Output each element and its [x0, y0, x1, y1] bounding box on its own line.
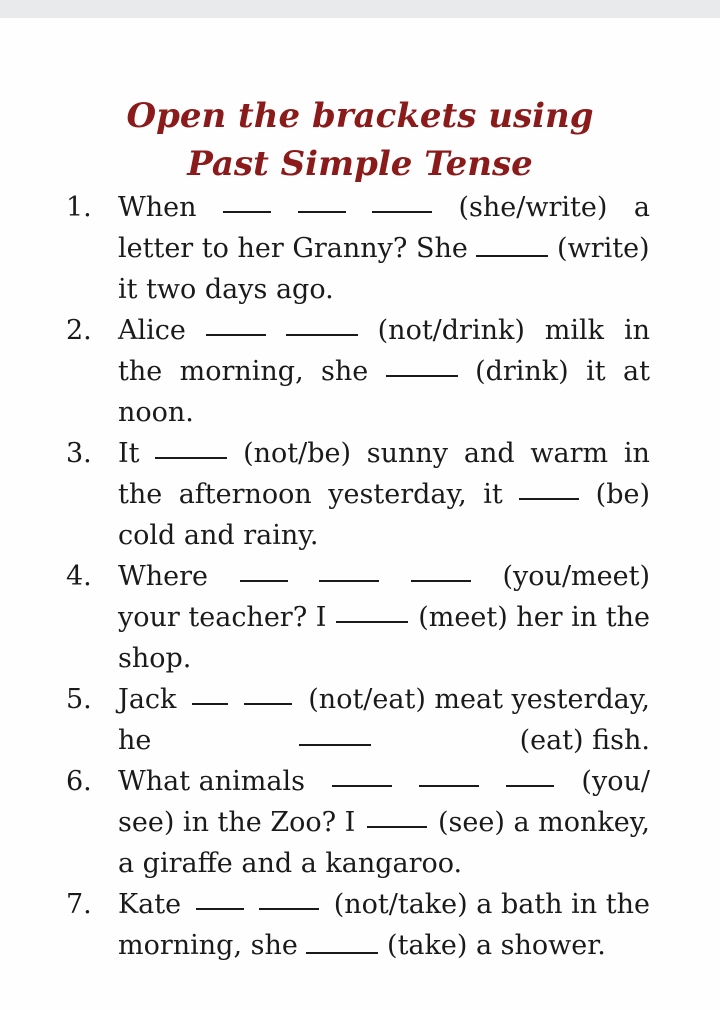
exercise-line: [118, 597, 650, 638]
title-line-1: Open the brackets using: [126, 96, 594, 136]
exercise-text: Alice: [118, 315, 186, 346]
exercise-number: 3.: [66, 438, 92, 469]
exercise-line: [118, 802, 650, 843]
answer-blank[interactable]: [306, 928, 378, 954]
exercise-number: 5.: [66, 684, 92, 715]
answer-blank[interactable]: [372, 187, 432, 213]
answer-blank[interactable]: [386, 351, 458, 377]
exercise-text: your teacher? I: [118, 602, 327, 633]
exercise-line: [118, 925, 650, 966]
worksheet-title: [0, 92, 720, 188]
exercise-text: at: [623, 356, 650, 387]
exercise-text: and: [463, 438, 515, 469]
exercise-text: (not/take) a bath in the: [333, 889, 650, 920]
exercise-line: [118, 228, 650, 269]
exercise-text: (be): [595, 479, 650, 510]
exercise-text: in: [623, 438, 650, 469]
exercise-item: [66, 556, 650, 679]
exercise-text: (meet) her in the: [418, 602, 650, 633]
exercise-text: (you/: [581, 766, 650, 797]
exercise-text: yesterday,: [328, 479, 467, 510]
answer-blank[interactable]: [259, 884, 319, 910]
exercise-text: It: [118, 438, 140, 469]
answer-blank[interactable]: [298, 187, 346, 213]
answer-blank[interactable]: [240, 556, 288, 582]
exercise-line: [118, 884, 650, 925]
exercise-line: [118, 843, 650, 884]
answer-blank[interactable]: [223, 187, 271, 213]
exercise-line: [118, 679, 650, 720]
exercise-text: (eat) fish.: [519, 725, 650, 756]
exercise-text: noon.: [118, 397, 194, 428]
exercise-line: [118, 269, 650, 310]
exercise-number: 6.: [66, 766, 92, 797]
exercise-text: Where: [118, 561, 209, 592]
exercise-item: [66, 433, 650, 556]
exercise-text: warm: [530, 438, 609, 469]
exercise-text: (not/eat) meat yesterday,: [308, 684, 650, 715]
exercise-item: [66, 187, 650, 310]
answer-blank[interactable]: [286, 310, 358, 336]
exercise-text: (write): [557, 233, 650, 264]
answer-blank[interactable]: [332, 761, 392, 787]
exercise-text: morning,: [179, 356, 304, 387]
exercise-number: 1.: [66, 192, 92, 223]
exercise-item: [66, 310, 650, 433]
exercise-text: (she/write): [458, 192, 608, 223]
exercise-text: morning, she: [118, 930, 298, 961]
exercise-line: [118, 638, 650, 679]
exercise-text: What animals: [118, 766, 305, 797]
answer-blank[interactable]: [244, 679, 292, 705]
exercise-text: (drink): [475, 356, 569, 387]
exercise-text: (take) a shower.: [387, 930, 606, 961]
answer-blank[interactable]: [411, 556, 471, 582]
exercise-number: 7.: [66, 889, 92, 920]
exercise-text: (not/be): [243, 438, 351, 469]
exercise-text: letter to her Granny? She: [118, 233, 468, 264]
exercise-text: in: [623, 315, 650, 346]
exercise-text: When: [118, 192, 197, 223]
top-bar: [0, 0, 720, 18]
answer-blank[interactable]: [519, 474, 579, 500]
exercise-text: she: [321, 356, 369, 387]
exercise-text: a giraffe and a kangaroo.: [118, 848, 463, 879]
exercise-item: [66, 884, 650, 966]
answer-blank[interactable]: [367, 802, 427, 828]
answer-blank[interactable]: [196, 884, 244, 910]
exercise-text: (you/meet): [502, 561, 650, 592]
answer-blank[interactable]: [419, 761, 479, 787]
exercise-text: (not/drink): [377, 315, 525, 346]
answer-blank[interactable]: [476, 231, 548, 257]
exercise-text: (see) a monkey,: [438, 807, 650, 838]
answer-blank[interactable]: [155, 433, 227, 459]
exercise-line: [118, 474, 650, 515]
exercise-text: Kate: [118, 889, 182, 920]
exercise-number: 2.: [66, 315, 92, 346]
exercise-line: [118, 720, 650, 761]
exercise-text: it: [483, 479, 503, 510]
exercise-line: [118, 310, 650, 351]
exercise-text: milk: [544, 315, 605, 346]
exercise-text: it: [586, 356, 606, 387]
exercise-line: [118, 433, 650, 474]
exercise-list: [66, 187, 650, 966]
title-line-2: Past Simple Tense: [187, 144, 533, 184]
exercise-line: [118, 187, 650, 228]
answer-blank[interactable]: [299, 720, 371, 746]
exercise-text: see) in the Zoo? I: [118, 807, 356, 838]
answer-blank[interactable]: [506, 761, 554, 787]
answer-blank[interactable]: [319, 556, 379, 582]
answer-blank[interactable]: [336, 597, 408, 623]
exercise-text: it two days ago.: [118, 274, 334, 305]
exercise-text: Jack: [118, 684, 177, 715]
exercise-line: [118, 556, 650, 597]
exercise-text: a: [633, 192, 650, 223]
exercise-number: 4.: [66, 561, 92, 592]
exercise-text: the: [118, 356, 163, 387]
exercise-text: the: [118, 479, 163, 510]
exercise-line: [118, 761, 650, 802]
exercise-text: cold and rainy.: [118, 520, 319, 551]
exercise-text: sunny: [366, 438, 449, 469]
exercise-text: shop.: [118, 643, 192, 674]
exercise-line: [118, 351, 650, 392]
exercise-text: afternoon: [178, 479, 312, 510]
exercise-line: [118, 392, 650, 433]
exercise-item: [66, 679, 650, 761]
exercise-item: [66, 761, 650, 884]
answer-blank[interactable]: [206, 310, 266, 336]
answer-blank[interactable]: [192, 679, 228, 705]
exercise-text: he: [118, 725, 152, 756]
exercise-line: [118, 515, 650, 556]
